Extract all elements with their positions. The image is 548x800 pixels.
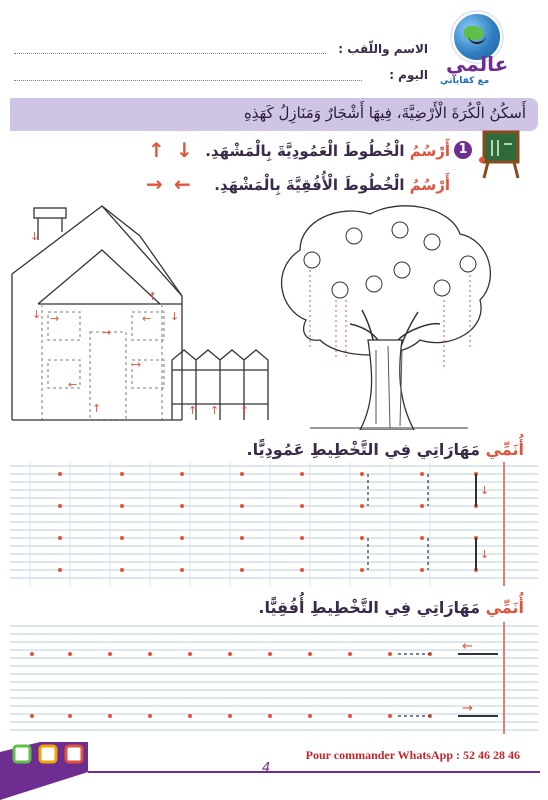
svg-text:←: ←: [462, 639, 473, 654]
day-field[interactable]: [14, 80, 362, 81]
svg-text:↓: ↓: [170, 310, 180, 323]
arrow-up-icon: ↑: [148, 138, 165, 162]
instruction-horizontal: أَرْسُمُ الْخُطُوطَ الْأُفُقِيَّةَ بِالْمَشْهَدِ.: [214, 176, 450, 194]
svg-text:↑: ↑: [210, 404, 220, 417]
section-horizontal-title: أُنَمِّي مَهَارَاتِي فِي التَّخْطِيطِ أُفُقِيًّا.: [258, 598, 524, 617]
svg-text:↑: ↑: [92, 402, 102, 415]
intro-banner: [10, 98, 538, 131]
svg-text:→: →: [50, 312, 60, 325]
logo-subtitle: مع كفاياتي: [440, 76, 490, 86]
logo: [438, 10, 544, 90]
arrow-down-icon: ↓: [176, 138, 193, 162]
svg-text:←: ←: [142, 312, 152, 325]
svg-text:↓: ↓: [30, 230, 40, 243]
svg-text:→: →: [132, 358, 142, 371]
arrow-left-icon: ←: [174, 172, 191, 196]
fence: [172, 350, 268, 420]
svg-text:↓: ↓: [32, 308, 42, 321]
svg-text:↑: ↑: [148, 290, 158, 303]
horizontal-tracing-grid[interactable]: [10, 622, 538, 734]
scene-arrows: [30, 230, 249, 417]
tree: [282, 206, 491, 430]
svg-text:↓: ↓: [480, 548, 490, 561]
name-field[interactable]: [14, 53, 326, 54]
name-label: الاسم واللّقب :: [338, 42, 428, 56]
logo-title: عالمي: [446, 52, 509, 76]
banner-text: أَسكُنُ الْكُرَةَ الْأَرْضِيَّةَ، فِيهَا أَشْجَارٌ وَمَنَازِلُ كَهَذِهِ: [243, 104, 526, 122]
chalkboard-icon: [478, 130, 522, 180]
svg-text:→: →: [462, 701, 473, 716]
page-number: 4: [262, 761, 271, 776]
svg-text:↑: ↑: [188, 404, 198, 417]
exercise-number: 1: [454, 141, 472, 159]
svg-text:↑: ↑: [240, 404, 250, 417]
svg-text:↓: ↓: [480, 484, 490, 497]
scene-illustration: [10, 200, 538, 430]
section-vertical-title: أُنَمِّي مَهَارَاتِي فِي التَّخْطِيطِ عَمُودِيًّا.: [246, 440, 524, 459]
order-contact: Pour commander WhatsApp : 52 46 28 46: [305, 748, 520, 762]
day-label: اليوم :: [389, 68, 428, 82]
instruction-vertical: أَرْسُمُ الْخُطُوطَ الْعَمُودِيَّةَ بِالْمَشْهَدِ.: [205, 142, 450, 160]
svg-text:→: →: [102, 326, 112, 339]
arrow-right-icon: →: [146, 172, 163, 196]
svg-text:←: ←: [68, 378, 78, 391]
vertical-tracing-grid[interactable]: [10, 462, 538, 592]
